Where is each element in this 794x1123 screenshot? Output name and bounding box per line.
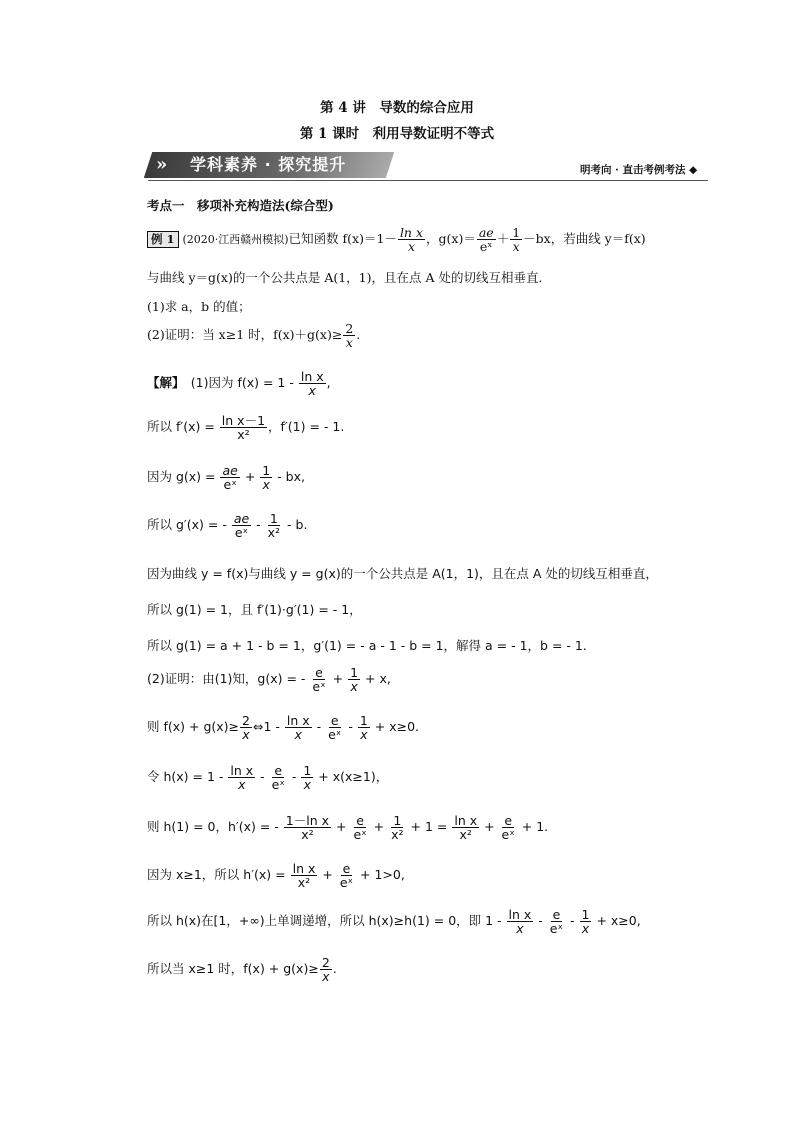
example-source: (2020·江西赣州模拟) bbox=[182, 233, 289, 247]
solution-line-5: 因为曲线 y = f(x)与曲线 y = g(x)的一个公共点是 A(1，1)，且在点 A 处的切线互相垂直， bbox=[147, 566, 658, 581]
example-line-2: 与曲线 y＝g(x)的一个公共点是 A(1，1)，且在点 A 处的切线互相垂直． bbox=[147, 270, 551, 285]
question-1: (1)求 a，b 的值； bbox=[147, 299, 251, 314]
question-2: (2)证明：当 x≥1 时，f(x)＋g(x)≥ $\frac{2}{x}$ . bbox=[147, 321, 361, 351]
fraction: $\frac{\text{ln x}}{x}$ bbox=[399, 225, 424, 255]
example-tag: 例 1 bbox=[147, 231, 179, 248]
example-line-1: 例 1 (2020·江西赣州模拟)已知函数 f(x)＝1－ $\frac{\text{ln x}}{x}$ ，g(x)＝ $\frac{ae}{\text{eˣ}}$ ＋ $\frac{1}{x}$ －bx，若曲线 y＝f(x) bbox=[147, 226, 646, 253]
solution-line-8: (2)证明：由(1)知，g(x) = - $\frac{e}{\text{eˣ}}$ + $\frac{1}{x}$ + x, bbox=[147, 665, 391, 695]
solution-line-3: 因为 g(x) = $\frac{ae}{\text{eˣ}}$ + $\frac{1}{x}$ - bx, bbox=[147, 463, 305, 493]
solution-line-2: 所以 f′(x) = $\frac{\text{ln x－1}}{\text{x²}}$ ，f′(1) = - 1. bbox=[147, 413, 345, 443]
section-heading: 考点一 移项补充构造法(综合型) bbox=[147, 198, 334, 213]
solution-line-14: 所以当 x≥1 时，f(x) + g(x)≥ $\frac{2}{x}$ . bbox=[147, 955, 337, 985]
banner-right-text: 明考向 · 直击考例考法 ◆ bbox=[580, 164, 698, 176]
solution-line-11: 则 h(1) = 0，h′(x) = - $\frac{\text{1－ln x}}{\text{x²}}$ + $\frac{e}{\text{eˣ}}$ + $\frac{1}{\text{x²}}$ + 1 = $\frac{\text{ln x}}{\text{x²}}$ + $\frac{e}{\text{eˣ}}$ + 1. bbox=[147, 813, 549, 843]
banner-text: 学科素养 · 探究提升 bbox=[190, 155, 347, 174]
lesson-title: 第 1 课时 利用导数证明不等式 bbox=[299, 126, 495, 142]
solution-line-9: 则 f(x) + g(x)≥ $\frac{2}{x}$ ⇔1 - $\frac{\text{ln x}}{x}$ - $\frac{e}{\text{eˣ}}$ - $\frac{1}{x}$ + x≥0. bbox=[147, 713, 419, 743]
solution-line-12: 因为 x≥1，所以 h′(x) = $\frac{\text{ln x}}{\text{x²}}$ + $\frac{e}{\text{eˣ}}$ + 1>0, bbox=[147, 861, 405, 891]
solution-line-7: 所以 g(1) = a + 1 - b = 1，g′(1) = - a - 1 - b = 1，解得 a = - 1，b = - 1. bbox=[147, 638, 587, 653]
solution-line-13: 所以 h(x)在[1，+∞)上单调递增，所以 h(x)≥h(1) = 0，即 1 - $\frac{\text{ln x}}{x}$ - $\frac{e}{\text{eˣ}}$ - $\frac{1}{x}$ + x≥0, bbox=[147, 907, 641, 937]
lecture-title: 第 4 讲 导数的综合应用 bbox=[320, 100, 474, 116]
banner-rule bbox=[148, 180, 708, 181]
diamond-icon: ◆ bbox=[689, 164, 698, 176]
example-text: 已知函数 f(x)＝1－ bbox=[288, 231, 397, 247]
section-banner bbox=[148, 148, 390, 182]
solution-line-10: 令 h(x) = 1 - $\frac{\text{ln x}}{x}$ - $\frac{e}{\text{eˣ}}$ - $\frac{1}{x}$ + x(x≥1)， bbox=[147, 763, 389, 793]
solution-line-1: 【解】 (1)因为 f(x) = 1 - $\frac{\text{ln x}}{x}$ , bbox=[147, 369, 331, 399]
solution-line-6: 所以 g(1) = 1，且 f′(1)·g′(1) = - 1， bbox=[147, 602, 362, 617]
chevron-icon: » bbox=[156, 154, 168, 175]
solution-line-4: 所以 g′(x) = - $\frac{ae}{\text{eˣ}}$ - $\frac{1}{\text{x²}}$ - b. bbox=[147, 511, 308, 541]
